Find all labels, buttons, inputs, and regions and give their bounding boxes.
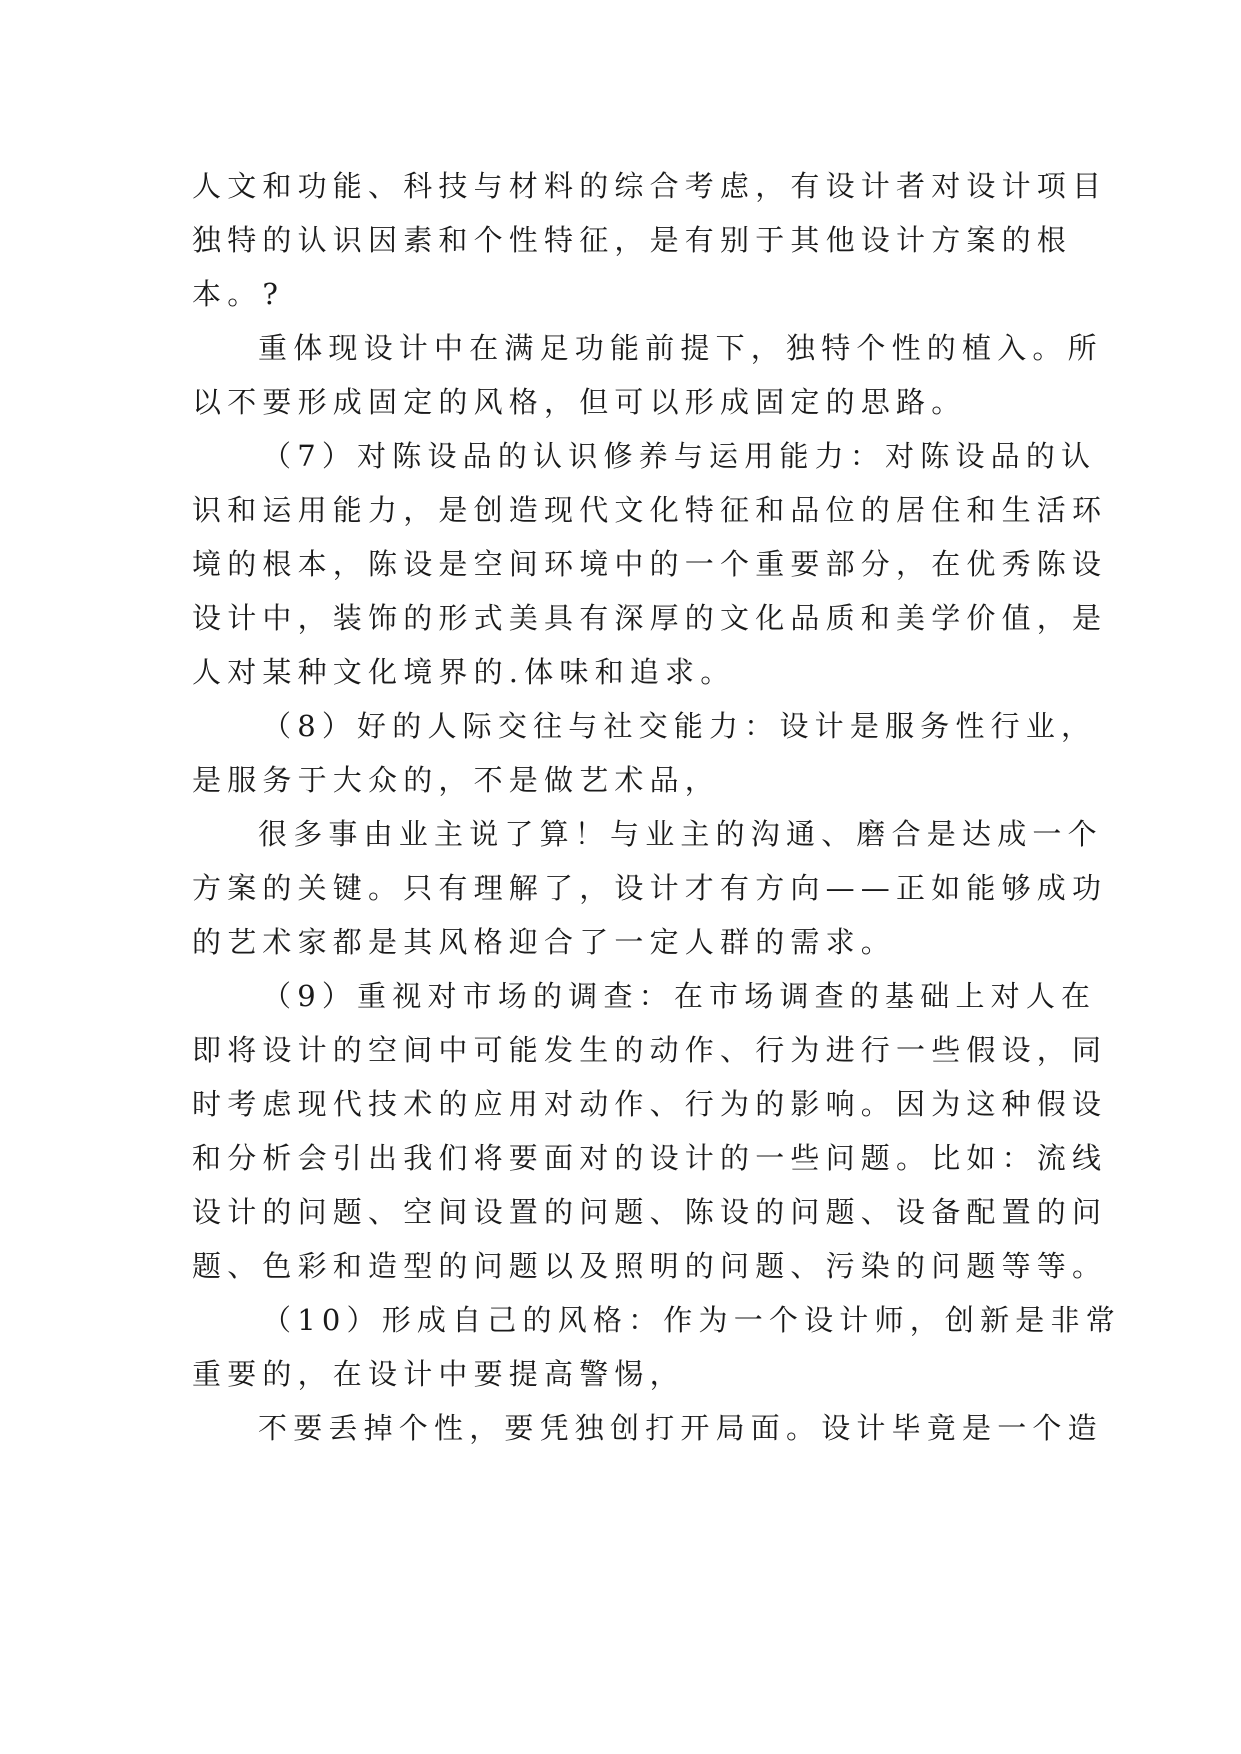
text-line-7: 识和运用能力，是创造现代文化特征和品位的居住和生活环	[192, 493, 1108, 527]
text-line-18: 时考虑现代技术的应用对动作、行为的影响。因为这种假设	[192, 1087, 1108, 1121]
text-line-16: （9）重视对市场的调查：在市场调查的基础上对人在	[262, 979, 1097, 1013]
text-line-5: 以不要形成固定的风格，但可以形成固定的思路。	[192, 385, 967, 419]
text-line-23: 重要的，在设计中要提高警惕，	[192, 1357, 685, 1391]
text-line-20: 设计的问题、空间设置的问题、陈设的问题、设备配置的问	[192, 1195, 1108, 1229]
text-line-11: （8）好的人际交往与社交能力：设计是服务性行业，	[262, 709, 1097, 743]
text-line-19: 和分析会引出我们将要面对的设计的一些问题。比如：流线	[192, 1141, 1108, 1175]
text-line-17: 即将设计的空间中可能发生的动作、行为进行一些假设，同	[192, 1033, 1108, 1067]
text-line-8: 境的根本，陈设是空间环境中的一个重要部分，在优秀陈设	[192, 547, 1108, 581]
text-line-10: 人对某种文化境界的.体味和追求。	[192, 655, 736, 689]
text-line-24: 不要丢掉个性，要凭独创打开局面。设计毕竟是一个造	[258, 1411, 1103, 1445]
text-line-6: （7）对陈设品的认识修养与运用能力：对陈设品的认	[262, 439, 1097, 473]
text-line-22: （10）形成自己的风格：作为一个设计师，创新是非常	[262, 1303, 1121, 1337]
text-line-9: 设计中，装饰的形式美具有深厚的文化品质和美学价值，是	[192, 601, 1108, 635]
text-line-12: 是服务于大众的，不是做艺术品，	[192, 763, 721, 797]
text-line-1: 人文和功能、科技与材料的综合考虑，有设计者对设计项目	[192, 169, 1108, 203]
text-line-2: 独特的认识因素和个性特征，是有别于其他设计方案的根	[192, 223, 1073, 257]
text-line-13: 很多事由业主说了算！与业主的沟通、磨合是达成一个	[258, 817, 1103, 851]
text-line-15: 的艺术家都是其风格迎合了一定人群的需求。	[192, 925, 897, 959]
text-line-3: 本。?	[192, 277, 285, 311]
text-line-14: 方案的关键。只有理解了，设计才有方向——正如能够成功	[192, 871, 1108, 905]
text-line-4: 重体现设计中在满足功能前提下，独特个性的植入。所	[258, 331, 1103, 365]
text-line-21: 题、色彩和造型的问题以及照明的问题、污染的问题等等。	[192, 1249, 1108, 1283]
